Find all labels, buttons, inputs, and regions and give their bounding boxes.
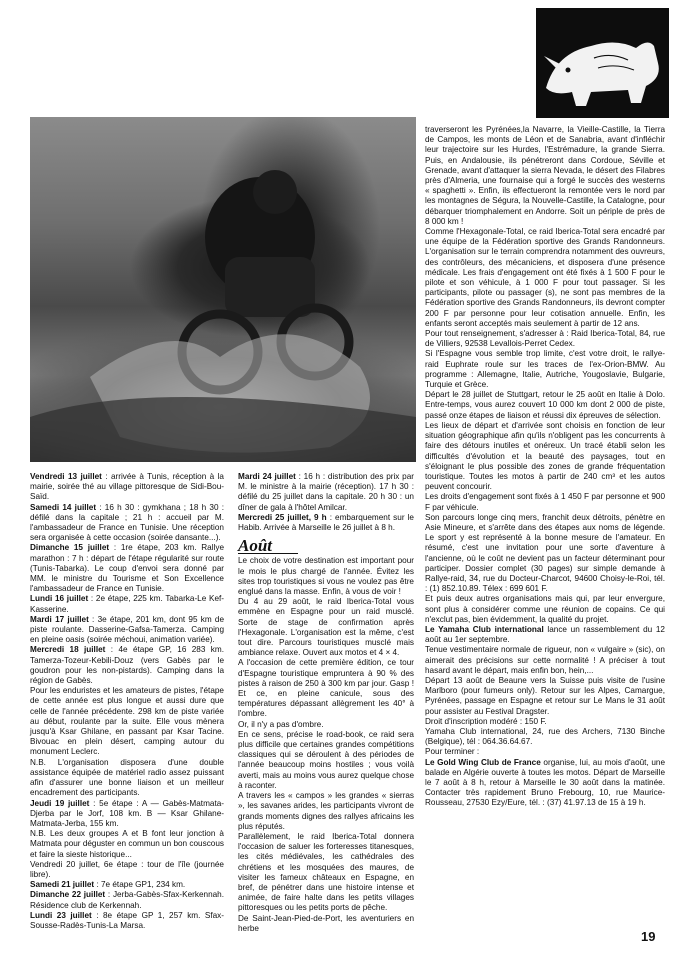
paragraph: Mardi 24 juillet : 16 h : distribution des prix par M. le ministre à la mairie (réception). 17 h 30 : défilé du 25 juillet dans la capitale. 20 h 30 : un dîner de gala à l'hôtel Amilcar.	[238, 472, 415, 512]
rider-photo	[30, 117, 416, 462]
paragraph: De Saint-Jean-Pied-de-Port, les aventuriers en herbe	[238, 913, 414, 933]
column-middle	[238, 472, 414, 934]
paragraph: Yamaha Club international, 24, rue des Archers, 7130 Binche (Belgique), tél : 064.36.64.67.	[425, 726, 665, 747]
paragraph: Vendredi 13 juillet : arrivée à Tunis, réception à la mairie, soirée thé au village pittoresque de Sidi-Bou-Saïd.	[30, 472, 224, 502]
column-left	[30, 472, 224, 931]
paragraph: A l'occasion de cette première édition, ce tour d'Espagne touristique empruntera à 90 % des pistes à raison de 250 à 300 km par jour. Gasp ! Et ce, en pleine canicule, sous des températures dépassant allègrement les 40° à l'ombre.	[238, 658, 414, 719]
section-title: Août	[238, 541, 298, 554]
paragraph: Son parcours longe cinq mers, franchit deux détroits, pénètre en Asie Mineure, et s'arrête dans des étapes aux noms de légende. Le sport y est représenté à la bonne mesure de l'amateur. En résumé, c'est une invitation pour une sorte d'aventure à l'ancienne, où le coût ne devient pas un facteur déterminant pour participer. Dossier complet (30 pages) sur simple demande à Rallye-raid, 34, rue du Docteur-Charcot, 94600 Choisy-le-Roi, tél. : (1) 852.10.89. Télex : 699 601 F.	[425, 512, 665, 594]
paragraph: Le choix de votre destination est important pour le mois le plus chargé de l'année. Évitez les sites trop touristiques si vous ne voulez pas être englué dans la masse. Enfin, à vous de voir !	[238, 556, 414, 597]
paragraph: Pour tout renseignement, s'adresser à : Raid Iberica-Total, 84, rue de Villiers, 92538 Levallois-Perret Cedex.	[425, 329, 665, 349]
paragraph: Les lieux de départ et d'arrivée sont choisis en fonction de leur situation géographique afin qu'ils n'obligent pas les concurrents à faire des détours inutiles et onéreux. Un tracé établi selon les difficultés d'évolution et la beauté des paysages, tout en s'éloignant le plus possible des zones de grande fréquentation touristique. Toutes les motos à partir de 240 cm³ et les autos peuvent concourir.	[425, 420, 665, 492]
paragraph: Mardi 17 juillet : 3e étape, 201 km, dont 95 km de piste roulante. Dasserine-Gafsa-Tamerza. Camping en pleine oasis (soirée méchoui, animation variée).	[30, 614, 225, 645]
paragraph: Pour les enduristes et les amateurs de pistes, l'étape de cette année est plus longue et aussi dure que celle de l'année précédente. 298 km de piste variée au début, roulante par la suite. Elle vous mènera jusqu'à Ksar Ghilane, en passant par Ksar Tacine. Bivouac en plein désert, camping autour du monument Leclerc.	[30, 686, 224, 757]
paragraph: Dimanche 22 juillet : Jerba-Gabès-Sfax-Kerkennah. Résidence club de Kerkennah.	[30, 890, 225, 910]
paragraph: Samedi 14 juillet : 16 h 30 : gymkhana ; 18 h 30 : défilé dans la capitale ; 21 h : accueil par M. l'ambassadeur de France en Tunisie. Une réception sera organisée à cette occasion (soirée dansante...).	[30, 502, 224, 543]
paragraph: traverseront les Pyrénées,la Navarre, la Vieille-Castille, la Tierra de Campos, les monts de Léon et de Sanabria, avant d'infléchir leur trajectoire sur les Hurdes, l'Estrémadure, la grande Sierra. Puis, en Andalousie, ils pénétreront dans Cordoue, Séville et Grenade, avant d'attaquer la sierra Nevada, le désert des Filabres près d'Almeria, une fournaise qui a forgé le succès des westerns « spaghetti ». Enfin, ils effectueront la remontée vers le nord par les montagnes de Ségura, la Nouvelle-Castille, la Catalogne, pour débarquer triomphalement en Andorre. Soit un périple de près de 8 000 km !	[425, 125, 665, 226]
paragraph: N.B. Les deux groupes A et B font leur jonction à Matmata pour déguster en commun un bon couscous et faire la sieste historique...	[30, 829, 224, 859]
paragraph: Dimanche 15 juillet : 1re étape, 203 km. Rallye marathon : 7 h : départ de l'étape régularité sur route (Tunis-Tabarka). Le coup d'envoi sera donné par MM. le ministre du Tourisme et Son Excellence l'ambassadeur de France en Tunisie.	[30, 543, 224, 594]
paragraph: En ce sens, précise le road-book, ce raid sera plus difficile que certaines grandes compétitions classiques qui se déroulent à des périodes de l'année beaucoup moins hostiles ; vous voilà averti, mais au moins vous aurez quelque chose à raconter.	[238, 729, 414, 790]
rhino-icon	[536, 8, 669, 118]
paragraph: Si l'Espagne vous semble trop limite, c'est votre droit, le rallye-raid Euphrate roule sur les traces de l'ex-Orion-BMW. Au programme : Allemagne, Italie, Autriche, Yougoslavie, Bulgarie, Turquie et Grèce.	[425, 349, 665, 390]
paragraph: Mercredi 25 juillet, 9 h : embarquement sur le Habib. Arrivée à Marseille le 26 juillet à 8 h.	[238, 512, 414, 533]
paragraph: Or, il n'y a pas d'ombre.	[238, 719, 324, 729]
paragraph: N.B. L'organisation disposera d'une double assistance équipée de matériel radio assez puissant afin d'assurer une bonne liaison et un meilleur encadrement des participants.	[30, 757, 224, 798]
paragraph: Départ 13 août de Beaune vers la Suisse puis visite de l'usine Marlboro (pour fumeurs only). Retour sur les Alpes, Camargue, Pyrénées, passage en Espagne et retour sur Le Mans le 31 août pour assister au Festival Dragster.	[425, 675, 665, 716]
column-right	[425, 125, 665, 809]
page-number: 19	[641, 929, 656, 944]
motorcycle-splash-image	[30, 117, 416, 462]
paragraph: Jeudi 19 juillet : 5e étape : A — Gabès-Matmata-Djerba par le Jorf, 108 km. B — Ksar Ghilane-Matmata-Jerba, 155 km.	[30, 798, 224, 828]
paragraph: Le Gold Wing Club de France organise, lui, au mois d'août, une balade en Algérie ouverte à toutes les motos. Départ de Marseille le 7 août à 8 h, retour à Marseille le 30 août dans la matinée. Contacter très rapidement Bruno Frebourg, 10, rue Maurice-Rousseau, 27530 Ezy/Eure, tél. : (37) 41.97.13 de 15 à 19 h.	[425, 757, 665, 808]
paragraph: Droit d'inscription modéré : 150 F.	[425, 716, 547, 726]
magazine-logo	[536, 8, 669, 118]
paragraph: Vendredi 20 juillet, 6e étape : tour de l'île (journée libre).	[30, 859, 224, 879]
paragraph: Mercredi 18 juillet : 4e étape GP, 16 283 km. Tamerza-Tozeur-Kebili-Douz (vers Gabès par le goudron pour les non-pistards). Camping dans la région de Gabès.	[30, 645, 224, 686]
paragraph: Tenue vestimentaire normale de rigueur, non « vulgaire » (sic), on aimerait des précisions sur cette normalité ! A préciser à tout hasard avant le départ, mais enfin bon, hein,...	[425, 645, 665, 675]
paragraph: Comme l'Hexagonale-Total, ce raid Iberica-Total sera encadré par une équipe de la Fédération sportive des Grands Randonneurs. L'organisation sur le terrain comprendra notamment des ouvreurs, des contrôleurs, des mécaniciens, et disposera d'une présence médicale. Les frais d'engagement ont été fixés à 1 500 F pour le pilote et son véhicule, à 1 000 F pour tout passager. Si les participants, pilote ou passager (s), ne sont pas membres de la Fédération sportive des Grands Randonneurs, ils devront compter 200 F par personne pour leur cotisation annuelle. Enfin, les enfants seront acceptés mais seulement à partir de 12 ans.	[425, 227, 665, 328]
paragraph: Le Yamaha Club international lance un rassemblement du 12 août au 1er septembre.	[425, 624, 665, 645]
paragraph: Et puis deux autres organisations mais qui, par leur envergure, sont plus à considérer comme une réunion de copains. Ce qui n'exclut pas, bien évidemment, la qualité du projet.	[425, 594, 665, 624]
paragraph: A travers les « campos » les grandes « sierras », les savanes arides, les participants vivront de grands moments dignes des rallyes africains les plus réputés.	[238, 791, 414, 831]
paragraph: Du 4 au 29 août, le raid Iberica-Total vous emmène en Espagne pour un raid musclé. Sorte de stage de confirmation après l'Hexagonale. L'organisation est la même, c'est tout dire. Parcours touristiques musclé mais ambiance relaxe. Ouvert aux motos et 4 × 4.	[238, 597, 414, 658]
paragraph: Parallèlement, le raid Iberica-Total donnera l'occasion de saluer les forteresses titanesques, les cités médiévales, les cathédrales des chrétiens et les mosquées des maures, de visiter les fameux châteaux en Espagne, en bref, de pénétrer dans une histoire intense et animée, de faire halte dans les petits villages pittoresques ou les petits ports de pêche.	[238, 831, 414, 913]
paragraph: Samedi 21 juillet : 7e étape GP1, 234 km.	[30, 880, 186, 890]
paragraph: Pour terminer :	[425, 747, 480, 757]
paragraph: Lundi 23 juillet : 8e étape GP 1, 257 km. Sfax-Sousse-Radès-Tunis-La Marsa.	[30, 910, 224, 930]
paragraph: Départ le 28 juillet de Stuttgart, retour le 25 août en Italie à Dolo. Entre-temps, vous aurez couvert 10 000 km dont 2 000 de piste, passé onze étapes de liaison et réussi dix épreuves de sélection.	[425, 390, 665, 420]
paragraph: Lundi 16 juillet : 2e étape, 225 km. Tabarka-Le Kef-Kasserine.	[30, 594, 224, 614]
paragraph: Les droits d'engagement sont fixés à 1 450 F par personne et 900 F par véhicule.	[425, 492, 665, 512]
